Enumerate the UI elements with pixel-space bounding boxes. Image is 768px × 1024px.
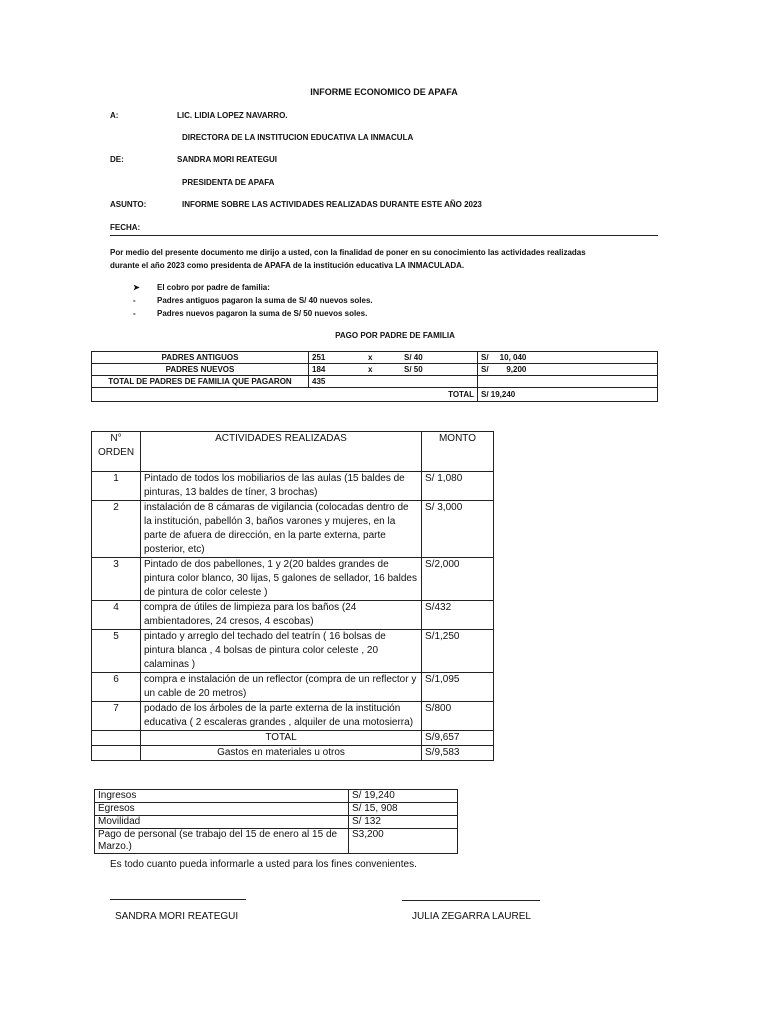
summary-label: Movilidad xyxy=(95,816,349,829)
row-number: 2 xyxy=(92,501,141,558)
row-amount: S/432 xyxy=(422,601,494,630)
row-number: 5 xyxy=(92,630,141,673)
row-description: podado de los árboles de la parte externa de la institución educativa ( 2 escaleras grandes , alquiler de una motosierra) xyxy=(141,702,422,731)
summary-table xyxy=(94,789,458,854)
activities-total-value: S/9,657 xyxy=(422,731,494,746)
summary-value: S3,200 xyxy=(349,829,458,854)
summary-value: S/ 15, 908 xyxy=(349,803,458,816)
fecha-label: FECHA: xyxy=(110,223,141,232)
a-label: A: xyxy=(110,111,119,120)
table-row xyxy=(92,364,658,376)
row-description: compra e instalación de un reflector (compra de un reflector y un cable de 20 metros) xyxy=(141,673,422,702)
signature-line-left xyxy=(110,899,246,900)
table-cell xyxy=(401,376,478,388)
table-cell: x xyxy=(365,364,401,376)
total-label: TOTAL xyxy=(92,388,478,402)
table-row xyxy=(92,673,494,702)
activities-total-label: TOTAL xyxy=(141,731,422,746)
table-cell: 435 xyxy=(309,376,366,388)
summary-label: Ingresos xyxy=(95,790,349,803)
activities-table xyxy=(91,431,494,761)
col-amount-header: MONTO xyxy=(422,432,494,472)
bullet-item-2: Padres nuevos pagaron la suma de S/ 50 nuevos soles. xyxy=(157,309,368,318)
closing-text: Es todo cuanto pueda informarle a usted para los fines convenientes. xyxy=(110,859,417,870)
empty-cell xyxy=(92,731,141,746)
signature-name-left: SANDRA MORI REATEGUI xyxy=(115,911,239,922)
table-row xyxy=(92,558,494,601)
table-row xyxy=(92,746,494,761)
table-cell xyxy=(478,376,658,388)
row-number: 7 xyxy=(92,702,141,731)
row-amount: S/1,250 xyxy=(422,630,494,673)
table-cell: 184 xyxy=(309,364,366,376)
table-row xyxy=(92,472,494,501)
row-number: 1 xyxy=(92,472,141,501)
table-cell: S/ 50 xyxy=(401,364,478,376)
table-row xyxy=(92,376,658,388)
intro-line-1: Por medio del presente documento me dirijo a usted, con la finalidad de poner en su conocimiento las actividades realizadas xyxy=(110,248,586,257)
table-row xyxy=(92,501,494,558)
header-divider xyxy=(110,235,658,236)
asunto-label: ASUNTO: xyxy=(110,200,147,209)
pago-heading: PAGO POR PADRE DE FAMILIA xyxy=(335,331,455,340)
summary-value: S/ 19,240 xyxy=(349,790,458,803)
table-row xyxy=(92,731,494,746)
table-cell: S/ 40 xyxy=(401,352,478,364)
row-amount: S/1,095 xyxy=(422,673,494,702)
summary-label: Pago de personal (se trabajo del 15 de enero al 15 de Marzo.) xyxy=(95,829,349,854)
row-amount: S/ 3,000 xyxy=(422,501,494,558)
gastos-value: S/9,583 xyxy=(422,746,494,761)
signature-line-right xyxy=(402,900,540,901)
row-amount: S/2,000 xyxy=(422,558,494,601)
table-cell: PADRES NUEVOS xyxy=(92,364,309,376)
gastos-label: Gastos en materiales u otros xyxy=(141,746,422,761)
bullet-title: El cobro por padre de familia: xyxy=(157,283,270,292)
document-title: INFORME ECONOMICO DE APAFA xyxy=(310,87,458,97)
asunto-text: INFORME SOBRE LAS ACTIVIDADES REALIZADAS DURANTE ESTE AÑO 2023 xyxy=(182,200,482,209)
table-row xyxy=(92,702,494,731)
row-description: compra de útiles de limpieza para los baños (24 ambientadores, 24 cresos, 4 escobas) xyxy=(141,601,422,630)
table-cell: TOTAL DE PADRES DE FAMILIA QUE PAGARON xyxy=(92,376,309,388)
col-order-header: N° ORDEN xyxy=(92,432,141,472)
table-row xyxy=(95,803,458,816)
bullet-item-1: Padres antiguos pagaron la suma de S/ 40 nuevos soles. xyxy=(157,296,373,305)
table-row xyxy=(92,630,494,673)
table-row xyxy=(92,601,494,630)
row-description: Pintado de dos pabellones, 1 y 2(20 baldes grandes de pintura color blanco, 30 lijas, 5 galones de sellador, 16 baldes de pintura de color celeste ) xyxy=(141,558,422,601)
row-number: 4 xyxy=(92,601,141,630)
row-amount: S/ 1,080 xyxy=(422,472,494,501)
table-row xyxy=(95,816,458,829)
table-cell: 251 xyxy=(309,352,366,364)
recipient-name: LIC. LIDIA LOPEZ NAVARRO. xyxy=(177,111,288,120)
arrow-bullet-icon: ➤ xyxy=(133,283,140,292)
summary-value: S/ 132 xyxy=(349,816,458,829)
table-cell: S/ 10, 040 xyxy=(478,352,658,364)
table-cell xyxy=(365,376,401,388)
row-number: 6 xyxy=(92,673,141,702)
signature-name-right: JULIA ZEGARRA LAUREL xyxy=(412,911,531,922)
dash-bullet-icon: - xyxy=(133,296,136,305)
summary-label: Egresos xyxy=(95,803,349,816)
row-amount: S/800 xyxy=(422,702,494,731)
total-value: S/ 19,240 xyxy=(478,388,658,402)
row-description: pintado y arreglo del techado del teatrín ( 16 bolsas de pintura blanca , 4 bolsas de pintura color celeste , 20 calaminas ) xyxy=(141,630,422,673)
recipient-position: DIRECTORA DE LA INSTITUCION EDUCATIVA LA INMACULA xyxy=(182,133,414,142)
empty-cell xyxy=(92,746,141,761)
sender-position: PRESIDENTA DE APAFA xyxy=(182,178,275,187)
dash-bullet-icon: - xyxy=(133,309,136,318)
table-row xyxy=(95,790,458,803)
sender-name: SANDRA MORI REATEGUI xyxy=(177,155,277,164)
table-header-row xyxy=(92,432,494,472)
table-row xyxy=(92,352,658,364)
pago-table xyxy=(91,351,658,402)
row-description: instalación de 8 cámaras de vigilancia (colocadas dentro de la institución, pabellón 3, baños varones y mujeres, en la parte de afuera de dirección, en la parte externa, parte posterior, etc) xyxy=(141,501,422,558)
table-cell: x xyxy=(365,352,401,364)
table-cell: S/ 9,200 xyxy=(478,364,658,376)
row-description: Pintado de todos los mobiliarios de las aulas (15 baldes de pinturas, 13 baldes de tíner, 3 brochas) xyxy=(141,472,422,501)
row-number: 3 xyxy=(92,558,141,601)
col-activity-header: ACTIVIDADES REALIZADAS xyxy=(141,432,422,472)
de-label: DE: xyxy=(110,155,124,164)
table-row xyxy=(92,388,658,402)
table-row xyxy=(95,829,458,854)
table-cell: PADRES ANTIGUOS xyxy=(92,352,309,364)
intro-line-2: durante el año 2023 como presidenta de APAFA de la institución educativa LA INMACULADA. xyxy=(110,261,465,270)
